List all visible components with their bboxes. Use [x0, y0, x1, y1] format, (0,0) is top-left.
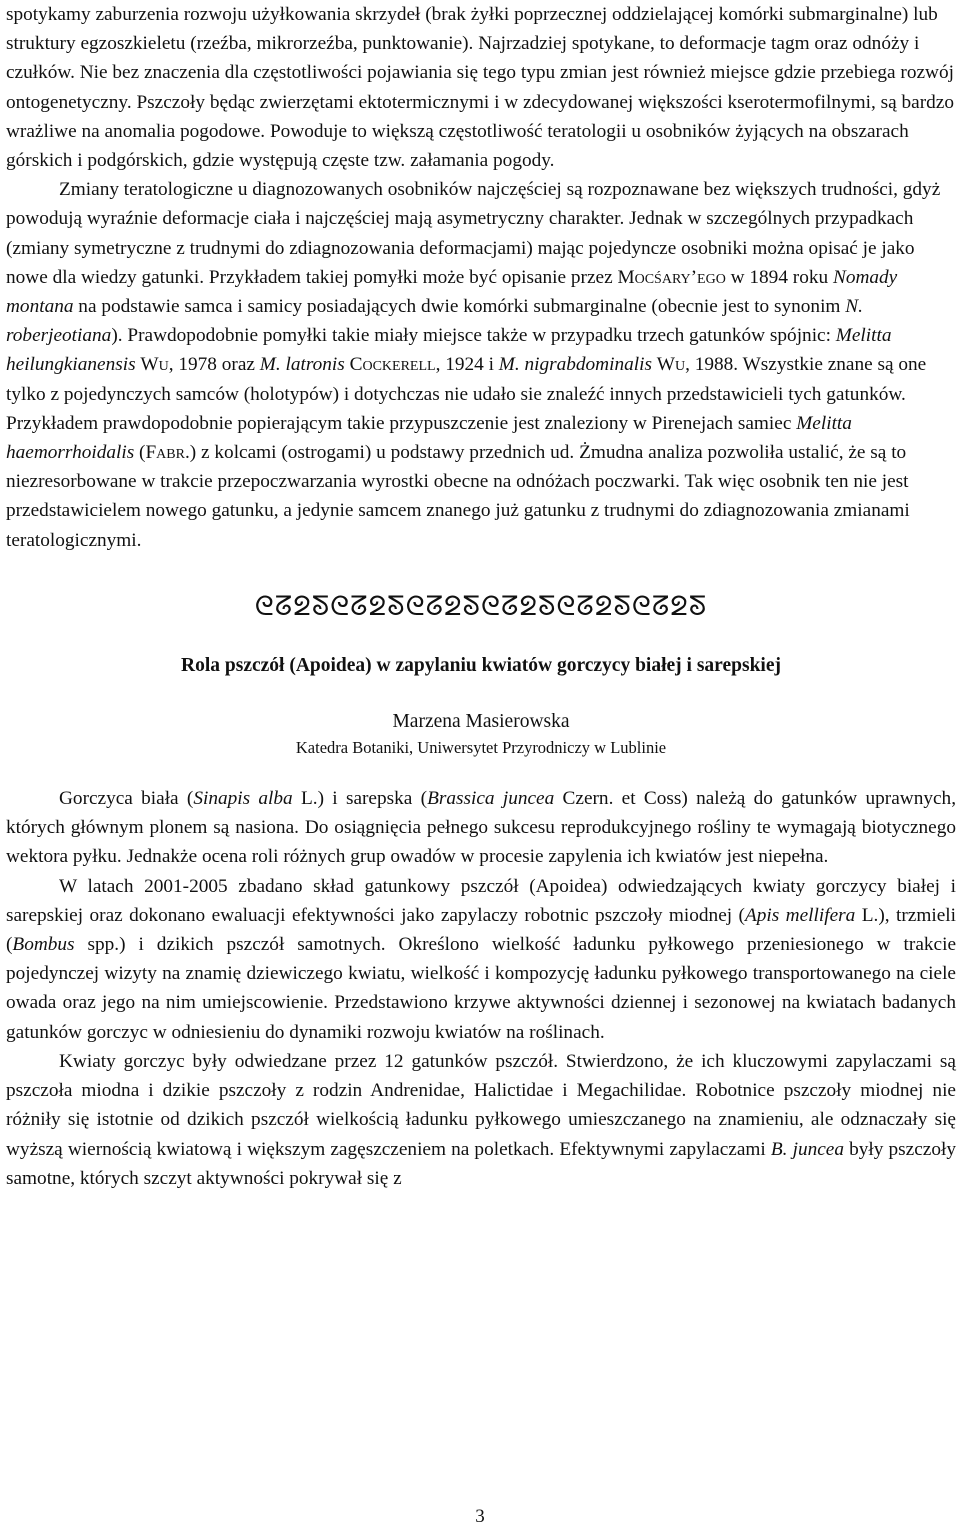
- species-name: Sinapis alba: [193, 788, 293, 810]
- author-citation: Wu: [140, 354, 169, 376]
- text-run: Kwiaty gorczyc były odwiedzane przez 12 gatunków pszczół. Stwierdzono, że ich kluczowymi zapylaczami są pszczoła miodna i dzikie pszczoły z rodzin Andrenidae, Halictidae i Megachilidae. Robotnice pszczoły miodnej nie różniły się istotnie od dzikich pszczół wielkością ładunku pyłkowego umieszczanego na znamieniu, ale odznaczały się wyższą wiernością kwiatową i większym zagęszczeniem na poletkach. Efektywnymi zapylaczami: [6, 1050, 956, 1160]
- text-run: L.) i sarepska (: [292, 788, 428, 810]
- species-name: Melitta heilungkianensis: [6, 325, 892, 376]
- article-affiliation: Katedra Botaniki, Uniwersytet Przyrodniczy w Lublinie: [295, 738, 667, 758]
- section-ornament: ᘓᘔᘖᘕᘓᘔᘖᘕᘓᘔᘖᘕᘓᘔᘖᘕᘓᘔᘖᘕᘓᘔᘖᘕ: [254, 590, 708, 622]
- page-number: 3: [475, 1506, 485, 1527]
- author-citation: Mocśary’ego: [617, 266, 726, 288]
- text-run: Czern. et Coss) należą do gatunków uprawnych, których głównym plonem są nasiona. Do osiągnięcia pełnego sukcesu reprodukcyjnego rośliny te wymagają biotycznego wektora pyłku. Jednakże ocena roli różnych grup owadów w procesie zapylenia ich kwiatów jest niepełna.: [6, 788, 957, 868]
- article-title: Rola pszczół (Apoidea) w zapylaniu kwiatów gorczycy białej i sarepskiej: [181, 654, 781, 676]
- article-author: Marzena Masierowska: [392, 711, 570, 733]
- author-citation: Cockerell: [349, 354, 436, 376]
- text-run: na podstawie samca i samicy posiadających dwie komórki submarginalne (obecnie jest to synonim: [73, 296, 846, 318]
- teratology-paragraph: [6, 175, 956, 555]
- text-run: , 1988. Wszystkie znane są one tylko z pojedynczych samców (holotypów) i dotychczas nie udało sie znaleźć innych przedstawicieli tych gatunków. Przykładem prawdopodobnie popierającym takie przypuszczenie jest znaleziony w Pirenejach samiec: [6, 354, 927, 434]
- text-run: ). Prawdopodobnie pomyłki takie miały miejsce także w przypadku trzech gatunków spójnic:: [111, 325, 836, 347]
- text-run: w 1894 roku: [725, 266, 833, 288]
- species-name: Bombus: [12, 934, 75, 956]
- abstract-paragraph-1: [6, 784, 956, 872]
- species-name: Nomady montana: [6, 266, 898, 318]
- species-name: Apis mellifera: [744, 904, 856, 926]
- text-run: ) z kolcami (ostrogami) u podstawy przednich ud. Żmudna analiza pozwoliła ustalić, że są to niezresorbowane w trakcie przepoczwarzania wyrostki obecne na odnóżach poczwarki. Tak więc osobnik ten nie jest przedstawicielem nowego gatunku, a jedynie samcem znanego już gatunku z trudnymi do zdiagnozowania zmianami teratologicznymi.: [6, 442, 910, 551]
- author-citation: Fabr.: [145, 442, 190, 464]
- text-run: spp.) i dzikich pszczół samotnych. Określono wielkość ładunku pyłkowego przeniesionego w trakcie pojedynczej wizyty na znamię dziewiczego kwiatu, wielkość i kompozycję ładunku pyłkowego transportowanego na ciele owada oraz jego na nim umiejscowienie. Przedstawiono krzywe aktywności dziennej i sezonowej na kwiatach badanych gatunków gorczyc w odniesieniu do dynamiki rozwoju kwiatów na roślinach.: [6, 934, 956, 1043]
- species-name: M. nigrabdominalis: [498, 354, 652, 376]
- species-name: Melitta haemorrhoidalis: [6, 412, 852, 464]
- species-name: N. roberjeotiana: [6, 296, 863, 347]
- document-page: [6, 0, 956, 1193]
- species-name: M. latronis: [259, 354, 345, 376]
- text-run: Zmiany teratologiczne u diagnozowanych osobników najczęściej są rozpoznawane bez większych trudności, gdyż powodują wyraźnie deformacje ciała i najczęściej mają asymetryczny charakter. Jednak w szczególnych przypadkach (zmiany symetryczne z trudnymi do zdiagnozowania deformacjami) mając pojedyncze osobniki można opisać je jako nowe dla wiedzy gatunki. Przykładem takiej pomyłki może być opisanie przez: [6, 179, 941, 288]
- text-run: (: [134, 442, 146, 464]
- author-citation: Wu: [656, 354, 686, 376]
- abstract-paragraph-2: [6, 872, 956, 1047]
- species-name: Brassica juncea: [427, 788, 555, 810]
- text-run: Gorczyca biała (: [59, 788, 194, 810]
- abstract-paragraph-3: [6, 1047, 956, 1193]
- text-run: , 1978 oraz: [168, 354, 260, 376]
- species-name: B. juncea: [770, 1138, 844, 1160]
- text-run: były pszczoły samotne, których szczyt aktywności pokrywał się z: [6, 1138, 956, 1189]
- text-run: L.), trzmieli (: [6, 904, 956, 956]
- intro-paragraph: spotykamy zaburzenia rozwoju użyłkowania skrzydeł (brak żyłki poprzecznej oddzielającej komórki submarginalne) lub struktury egzoszkieletu (rzeźba, mikrorzeźba, punktowanie). Najrzadziej spotykane, to deformacje tagm oraz odnóży i czułków. Nie bez znaczenia dla częstotliwości pojawiania się tego typu zmian jest również miejsce gdzie przebiega rozwój ontogenetyczny. Pszczoły będąc zwierzętami ektotermicznymi i w zdecydowanej większości kserotermofilnymi, są bardzo wrażliwe na anomalia pogodowe. Powoduje to większą częstotliwość teratologii u osobników żyjących na obszarach górskich i podgórskich, gdzie występują częste tzw. załamania pogody.: [6, 4, 955, 172]
- text-run: W latach 2001-2005 zbadano skład gatunkowy pszczół (Apoidea) odwiedzających kwiaty gorczycy białej i sarepskiej oraz dokonano ewaluacji efektywności jako zapylaczy robotnic pszczoły miodnej (: [6, 875, 956, 926]
- text-run: , 1924 i: [435, 354, 499, 376]
